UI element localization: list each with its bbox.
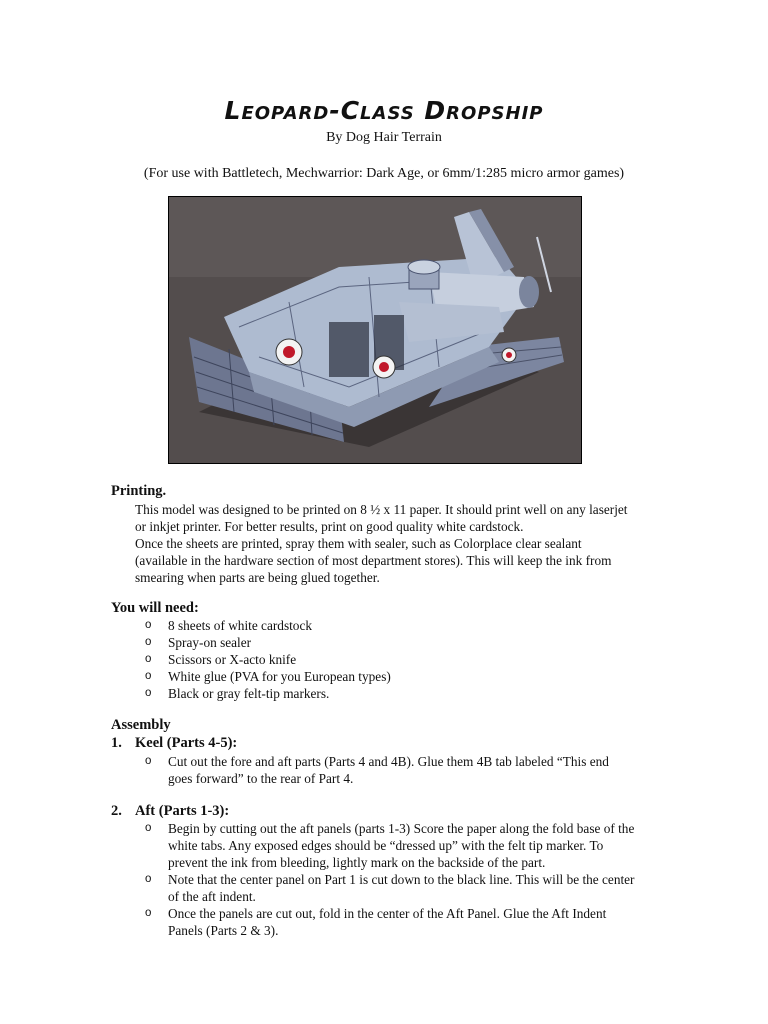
printing-paragraph xyxy=(135,501,628,586)
list-item: o Note that the center panel on Part 1 is cut down to the black line. This will be the center of the aft indent. xyxy=(145,872,635,904)
printing-line: This model was designed to be printed on 8 ½ x 11 paper. It should print well on any laserjet xyxy=(135,502,628,517)
bullet-icon: o xyxy=(145,873,152,885)
bullet-icon: o xyxy=(145,822,152,834)
list-item: o Scissors or X-acto knife xyxy=(145,652,297,667)
list-item: o Cut out the fore and aft parts (Parts 4 and 4B). Glue them 4B tab labeled “This end goes forward” to the rear of Part 4. xyxy=(145,754,609,786)
keel-heading: 1. Keel (Parts 4-5): xyxy=(111,735,238,751)
list-item: o Spray-on sealer xyxy=(145,635,252,650)
bullet-icon: o xyxy=(145,687,152,699)
list-item: o Begin by cutting out the aft panels (parts 1-3) Score the paper along the fold base of the white tabs. Any exposed edges should be “dressed up” with the felt tip marker. To prevent the ink from bleeding, lightly mark on the backside of the part. xyxy=(145,821,635,870)
bullet-icon: o xyxy=(145,636,152,648)
printing-line: Once the sheets are printed, spray them with sealer, such as Colorplace clear sealant xyxy=(135,536,582,551)
assembly-heading: Assembly xyxy=(111,717,171,733)
printing-line: smearing when parts are being glued together. xyxy=(135,570,380,585)
bullet-icon: o xyxy=(145,670,152,682)
printing-line: or inkjet printer. For better results, print on good quality white cardstock. xyxy=(135,519,524,534)
list-item: o 8 sheets of white cardstock xyxy=(145,618,313,633)
list-item: o Once the panels are cut out, fold in the center of the Aft Panel. Glue the Aft Indent Panels (Parts 2 & 3). xyxy=(145,906,607,938)
bullet-icon: o xyxy=(145,907,152,919)
dropship-model-photo xyxy=(168,196,582,464)
document-title: Leopard-Class Dropship xyxy=(224,96,544,125)
bullet-icon: o xyxy=(145,755,152,767)
printing-line: (available in the hardware section of most department stores). This will keep the ink from xyxy=(135,553,612,568)
needs-list xyxy=(145,617,391,702)
aft-heading: 2. Aft (Parts 1-3): xyxy=(111,803,230,819)
printing-heading: Printing. xyxy=(111,483,167,499)
needs-heading: You will need: xyxy=(111,600,199,616)
list-item: o White glue (PVA for you European types) xyxy=(145,669,391,684)
bullet-icon: o xyxy=(145,619,152,631)
dropship-model-illustration xyxy=(169,197,582,464)
byline: By Dog Hair Terrain xyxy=(326,130,442,145)
usage-note: (For use with Battletech, Mechwarrior: Dark Age, or 6mm/1:285 micro armor games) xyxy=(143,166,625,181)
list-item: o Black or gray felt-tip markers. xyxy=(145,686,330,701)
aft-steps xyxy=(145,820,635,939)
bullet-icon: o xyxy=(145,653,152,665)
keel-steps xyxy=(145,753,609,787)
